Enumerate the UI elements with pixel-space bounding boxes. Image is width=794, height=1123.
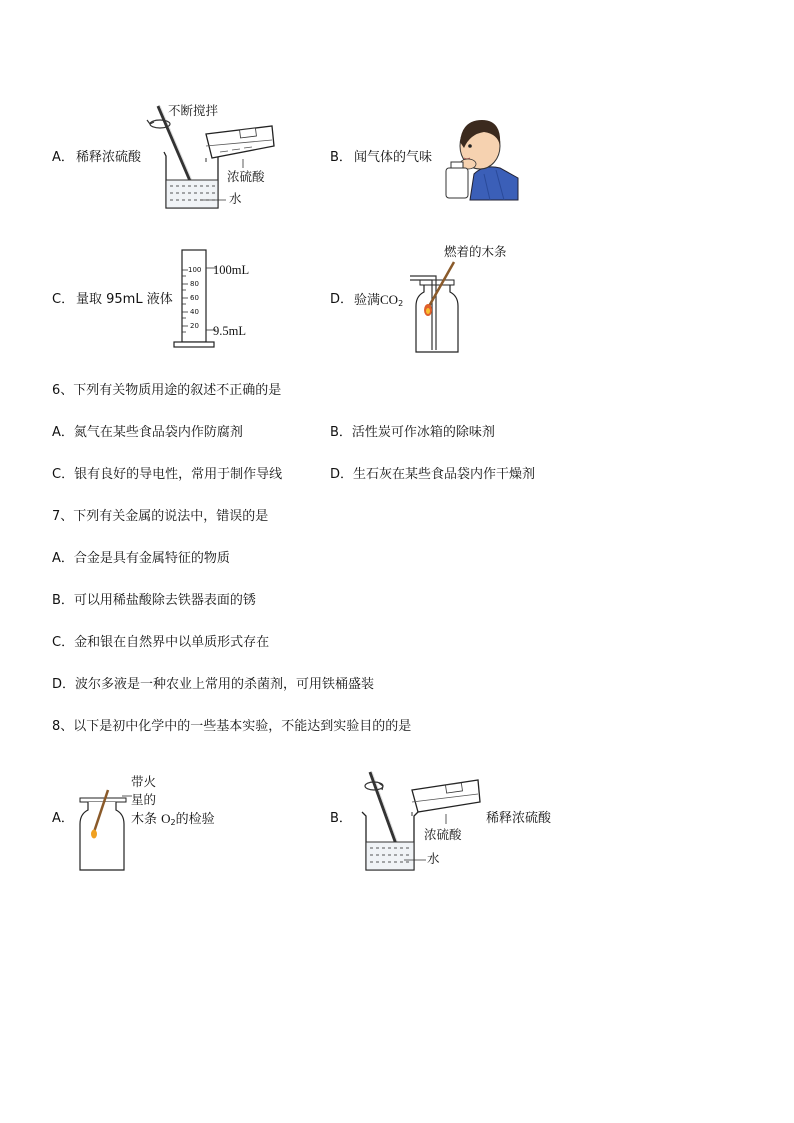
q6-option-a: A．氮气在某些食品袋内作防腐剂 (52, 425, 243, 440)
q8-option-b-letter: B． (330, 811, 352, 826)
q5-option-a-letter: A． (52, 150, 74, 165)
q5-d-label-stick: 燃着的木条 (444, 244, 507, 259)
q8-a-oxygen-bottle (74, 786, 134, 876)
o2-formula: O (161, 811, 171, 826)
q8-stem: 8、以下是初中化学中的一些基本实验，不能达到实验目的的是 (52, 719, 412, 734)
q5-d-gas-bottle (410, 262, 470, 358)
q5-a-label-water: 水 (229, 191, 242, 206)
q8-b-label-acid: 浓硫酸 (424, 827, 462, 842)
q5-c-tick-40: 40 (190, 308, 199, 316)
q5-c-tick-20: 20 (190, 322, 199, 330)
q5-a-dilution-diagram (140, 102, 290, 217)
q5-option-a-text: 稀释浓硫酸 (76, 150, 142, 165)
q5-c-tick-100: 100 (188, 266, 202, 274)
q5-a-label-acid: 浓硫酸 (227, 169, 265, 184)
co2-formula: CO (380, 292, 399, 307)
q5-c-label-100ml: 100mL (213, 263, 250, 277)
q8-a-text: 木条 $O_2$的检验 (131, 811, 215, 827)
q6-stem: 6、下列有关物质用途的叙述不正确的是 (52, 383, 282, 398)
q8-b-label-water: 水 (427, 851, 440, 866)
q5-a-label-stir: 不断搅拌 (168, 103, 219, 118)
q8-option-a-letter: A． (52, 811, 74, 826)
q5-option-b-letter: B． (330, 150, 352, 165)
q5-b-smelling-illustration (440, 112, 520, 202)
q7-option-d: D．波尔多液是一种农业上常用的杀菌剂，可用铁桶盛装 (52, 677, 375, 692)
q5-option-d-letter: D． (330, 292, 354, 307)
q6-option-c: C．银有良好的导电性，常用于制作导线 (52, 467, 283, 482)
q8-a-label-line1: 带火 (131, 774, 157, 789)
q7-stem: 7、下列有关金属的说法中，错误的是 (52, 509, 269, 524)
q5-c-tick-80: 80 (190, 280, 199, 288)
q5-c-tick-60: 60 (190, 294, 199, 302)
q7-option-a: A．合金是具有金属特征的物质 (52, 551, 230, 566)
q6-option-d: D．生石灰在某些食品袋内作干燥剂 (330, 467, 536, 482)
q5-option-b-text: 闻气体的气味 (354, 150, 433, 165)
q8-a-label-line2: 星的 (131, 792, 157, 807)
q5-c-label-9-5ml: 9.5mL (213, 324, 246, 338)
q7-option-c: C．金和银在自然界中以单质形式存在 (52, 635, 270, 650)
q5-option-c-text: 量取 95mL 液体 (76, 292, 173, 307)
q8-option-b-text: 稀释浓硫酸 (486, 811, 552, 826)
q6-option-b: B．活性炭可作冰箱的除味剂 (330, 425, 495, 440)
q5-option-c-letter: C． (52, 292, 75, 307)
q7-option-b: B．可以用稀盐酸除去铁器表面的锈 (52, 593, 256, 608)
q5-option-d-text: 验满$CO_2$ (354, 292, 404, 308)
